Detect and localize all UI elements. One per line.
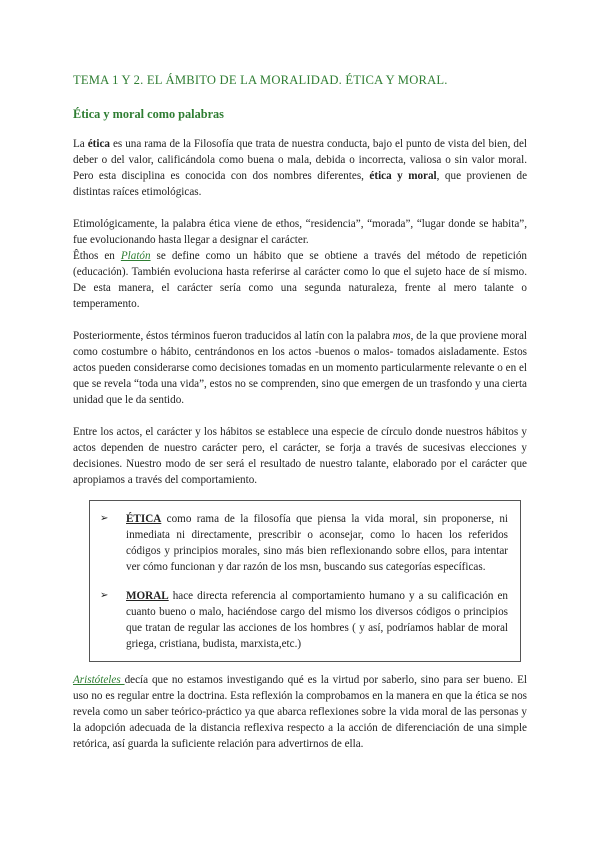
term-etica: ética [87, 138, 110, 150]
aristoteles-link[interactable]: Aristóteles [73, 674, 125, 686]
paragraph-etica-definition: La ética es una rama de la Filosofía que trata de nuestra conducta, bajo el punto de vista del bien, del deber o del valor, calificándola como buena o mala, debida o incorrecta, valiosa o sin valor moral. Pero esta disciplina es conocida con dos nombres diferentes, ética y moral, que provienen de distintas raíces etimológicas. [73, 138, 528, 199]
section-subtitle: Ética y moral como palabras [73, 107, 224, 121]
bullet-etica: ➢ ÉTICA como rama de la filosofía que piensa la vida moral, sin proponerse, ni inmediata ni directamente, prescribir o aconsejar, como lo hacen los referidos códigos y principios morales, sino más bien reflexionando sobre ellos, para intentar ver cómo funcionan y dar razón de los msn, buscando sus categorías específicas. [100, 513, 508, 574]
term-etica-heading: ÉTICA [126, 513, 162, 525]
platon-link[interactable]: Platón [120, 250, 151, 262]
paragraph-etimologia: Etimológicamente, la palabra ética viene de ethos, “residencia”, “morada”, “lugar donde se habita”, fue evolucionando hasta llegar a designar el carácter. [73, 218, 527, 247]
term-etica-y-moral: ética y moral [369, 170, 437, 183]
arrow-bullet-icon: ➢ [100, 590, 109, 601]
paragraph-aristoteles: Aristóteles decía que no estamos investigando qué es la virtud por saberlo, sino para ser bueno. El uso no es regular entre la doctrina. Esta reflexión la comprobamos en la manera en que la ética se nos revela como un saber teórico-práctico ya que abarca reflexiones sobre la vida moral de las personas y la adopción adecuada de la distancia reflexiva respecto a la acción de diferenciación de una simple retórica, así guarda la suficiente relación para advertirnos de ella. [73, 674, 527, 751]
term-moral-heading: MORAL [126, 590, 169, 602]
term-mos: mos [392, 330, 411, 342]
definitions-box [89, 500, 521, 662]
document-title: TEMA 1 Y 2. EL ÁMBITO DE LA MORALIDAD. ÉTICA Y MORAL. [73, 73, 448, 87]
paragraph-ethos-platon: Êthos en Platón se define como un hábito que se obtiene a través del método de repetición (educación). También evoluciona hasta referirse al carácter como lo que el sujeto hace de sí mismo. De esta manera, el carácter sería como una segunda naturaleza, frente al mero talante o temperamento. [73, 250, 527, 311]
arrow-bullet-icon: ➢ [100, 513, 109, 524]
paragraph-mos: Posteriormente, éstos términos fueron traducidos al latín con la palabra mos, de la que proviene moral como costumbre o hábito, centrándonos en los actos -buenos o malos- tomados aisladamente. Estos actos pueden considerarse como decisiones tomadas en un momento particularmente relevante o en el que se revela “toda una vida”, estos no se comprenden, sino que emergen de un trasfondo y una cierta unidad que le da sentido. [73, 330, 527, 407]
paragraph-actos-caracter: Entre los actos, el carácter y los hábitos se establece una especie de círculo donde nuestros hábitos y actos dependen de nuestro carácter pero, el carácter, se forja a través de sucesivas elecciones y decisiones. Nuestro modo de ser será el resultado de nuestro talante, elaborado por el carácter que apropiamos a través del comportamiento. [73, 426, 527, 487]
bullet-moral: ➢ MORAL hace directa referencia al comportamiento humano y a su calificación en cuanto bueno o malo, haciéndose cargo del mismo los diversos códigos o principios que tratan de regular las acciones de los hombres ( y así, podríamos hablar de moral griega, cristiana, budista, marxista,etc.) [100, 590, 508, 651]
